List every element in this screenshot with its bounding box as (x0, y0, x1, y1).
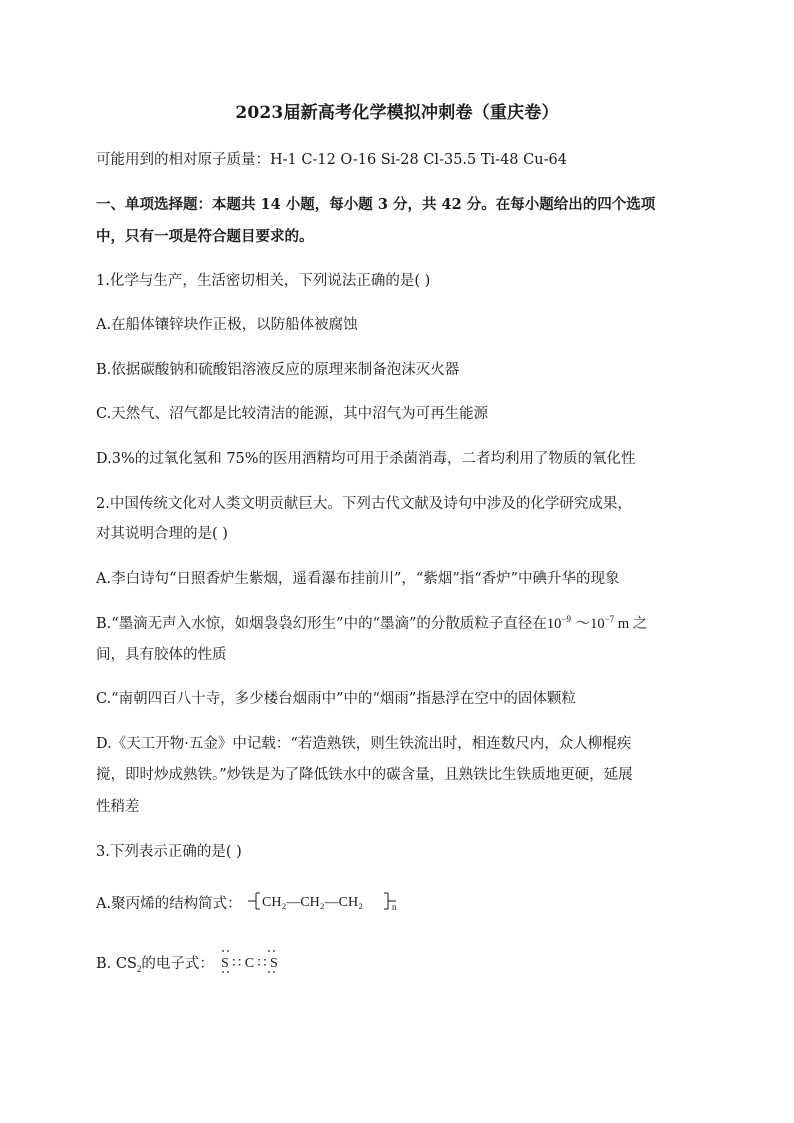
q1-option-c: C.天然气、沼气都是比较清洁的能源，其中沼气为可再生能源 (96, 406, 489, 422)
polymer-chain-text: CH₂—CH₂—CH₂ (262, 895, 364, 910)
q2-option-a: A.李白诗句“日照香炉生紫烟，遥看瀑布挂前川”，“紫烟”指“香炉”中碘升华的现象 (96, 571, 620, 587)
size-lower-base: 10 (546, 616, 562, 632)
q2-option-d-line-2: 搅，即时炒成熟铁。”炒铁是为了降低铁水中的碳含量，且熟铁比生铁质地更硬，延展 (96, 767, 633, 783)
cs2-electron-formula (219, 948, 289, 980)
size-range-tilde: ～ (571, 616, 591, 632)
q3-stem: 3.下列表示正确的是( ) (96, 844, 242, 860)
q1-stem: 1.化学与生产，生活密切相关，下列说法正确的是( ) (96, 273, 431, 289)
q1-option-a: A.在船体镶锌块作正极，以防船体被腐蚀 (96, 317, 358, 333)
q2-option-b-line-1 (96, 614, 716, 634)
size-upper-base: 10 (590, 616, 605, 632)
q3-option-b (96, 948, 716, 980)
polypropylene-formula (246, 889, 406, 919)
q3-option-b-label-pre: B. CS (96, 956, 137, 972)
exam-title: 2023届新高考化学模拟冲刺卷（重庆卷） (235, 103, 559, 123)
q2-option-d-line-3: 性稍差 (96, 799, 140, 815)
polymer-n-subscript: n (392, 902, 397, 912)
q2-option-d-line-1: D.《天工开物·五金》中记载：“若造熟铁，则生铁流出时，相连数尺内，众人柳棍疾 (96, 736, 632, 752)
q3-option-b-label-post: 的电子式： (141, 956, 214, 972)
polymer-bracket-svg (246, 889, 406, 913)
q1-option-b: B.依据碳酸钠和硫酸铝溶液反应的原理来制备泡沫灭火器 (96, 362, 460, 378)
size-upper-exponent: −7 (604, 614, 615, 625)
electron-formula-text: S ∷ C ∷ S (220, 956, 278, 971)
section-heading-line-1 (96, 195, 716, 215)
size-unit-suffix: m 之 (614, 616, 648, 632)
q2-option-b-line-2: 间，具有胶体的性质 (96, 647, 227, 663)
q2-stem-line-1: 2.中国传统文化对人类文明贡献巨大。下列古代文献及诗句中涉及的化学研究成果， (96, 496, 632, 512)
atomic-masses-note: 可能用到的相对原子质量：H-1 C-12 O-16 Si-28 Cl-35.5 Ti-48 Cu-64 (96, 152, 567, 168)
size-lower-exponent: −9 (561, 614, 571, 625)
section-heading-line-2: 中，只有一项是符合题目要求的。 (96, 228, 314, 245)
section-heading-part-a: 一、单项选择题：本题共 14 小题，每小题 3 分，共 42 分。 (96, 196, 496, 213)
q1-option-d: D.3%的过氧化氢和 75%的医用酒精均可用于杀菌消毒，二者均利用了物质的氧化性 (96, 451, 636, 467)
q3-option-b-label-sub: 2 (136, 963, 142, 974)
q3-option-a (96, 889, 716, 919)
q2-option-c: C.“南朝四百八十寺，多少楼台烟雨中”中的“烟雨”指悬浮在空中的固体颗粒 (96, 691, 576, 707)
q2-option-b-text: B.“墨滴无声入水惊，如烟袅袅幻形生”中的“墨滴”的分散质粒子直径在 (96, 616, 547, 632)
electron-dot-svg (219, 948, 289, 974)
q2-stem-line-2: 对其说明合理的是( ) (96, 526, 228, 542)
q3-option-a-label: A.聚丙烯的结构简式： (96, 896, 242, 912)
section-heading-part-b: 在每小题给出的四个选项 (495, 196, 656, 213)
